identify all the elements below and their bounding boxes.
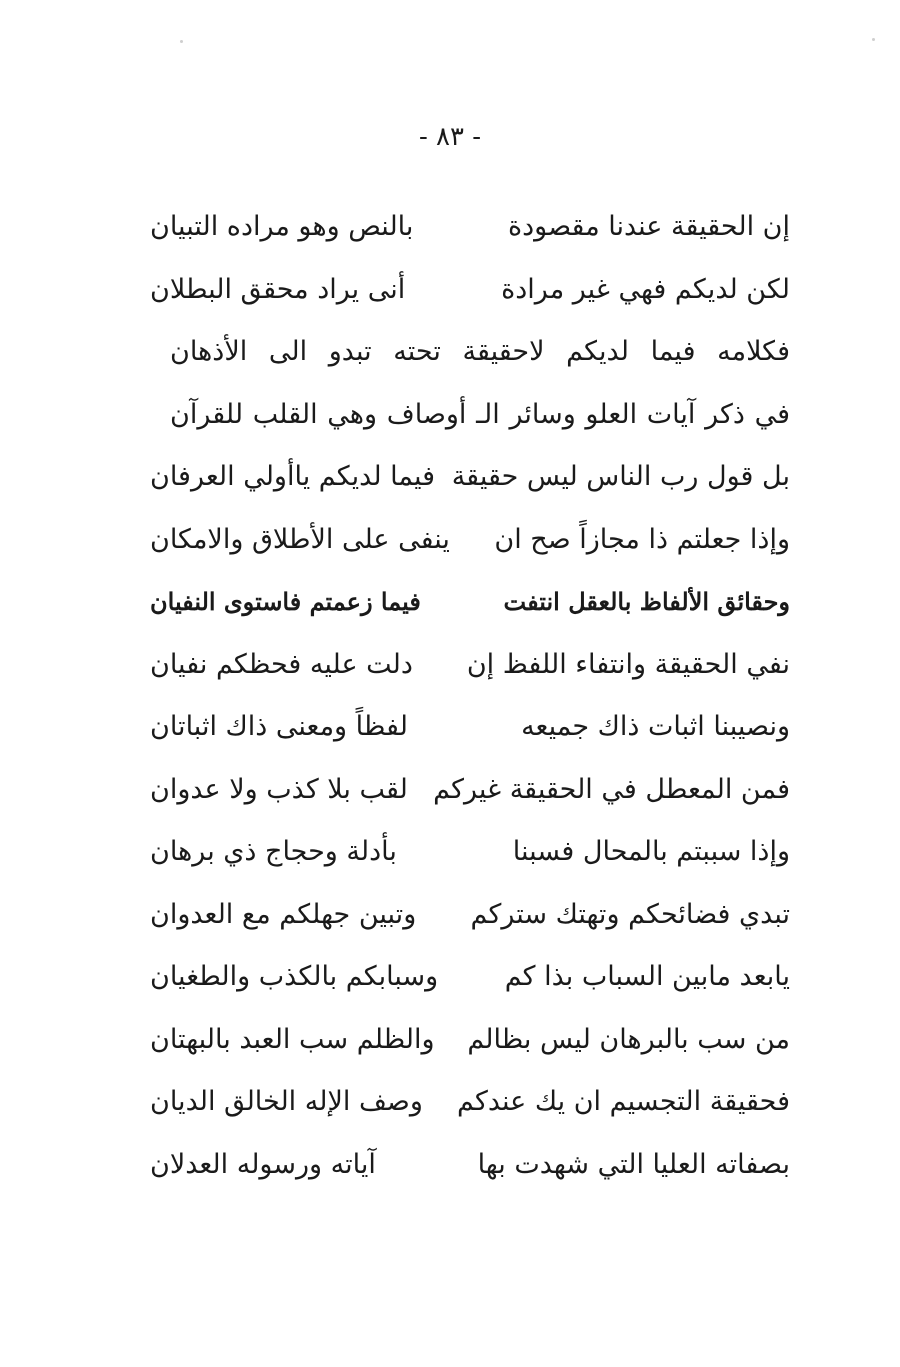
verse-line: [150, 384, 790, 447]
verse-first-hemistich: نفي الحقيقة وانتفاء اللفظ إن: [466, 648, 790, 680]
verse-second-hemistich: بأدلة وحجاج ذي برهان: [150, 836, 397, 868]
verse-first-hemistich: بصفاته العليا التي شهدت بها: [477, 1148, 790, 1180]
verse-first-hemistich: وحقائق الألفاظ بالعقل انتفت: [503, 586, 790, 616]
verse-second-hemistich: ينفى على الأطلاق والامكان: [150, 523, 450, 555]
verse-second-hemistich: فيما زعمتم فاستوى النفيان: [150, 586, 421, 616]
verse-second-hemistich: وصف الإله الخالق الديان: [150, 1086, 423, 1118]
verse-first-hemistich: ونصيبنا اثبات ذاك جميعه: [521, 711, 790, 743]
verse-second-hemistich: آياته ورسوله العدلان: [150, 1148, 376, 1180]
verse-second-hemistich: فيما لديكم ياأولي العرفان: [150, 461, 436, 493]
verse-line: [150, 571, 790, 634]
verse-first-hemistich: من سب بالبرهان ليس بظالم: [467, 1023, 790, 1055]
verse-second-hemistich: وسبابكم بالكذب والطغيان: [150, 961, 439, 993]
verse-line: [150, 1009, 790, 1072]
verse-line: [150, 634, 790, 697]
verse-second-hemistich: بالنص وهو مراده التبيان: [150, 211, 414, 243]
verse-second-hemistich: لقب بلا كذب ولا عدوان: [150, 773, 408, 805]
verse-first-hemistich: وإذا جعلتم ذا مجازاً صح ان: [494, 523, 790, 555]
verse-line: [150, 759, 790, 822]
verse-full-text: فكلامه فيما لديكم لاحقيقة تحته تبدو الى الأذهان: [170, 336, 790, 368]
verse-first-hemistich: فحقيقة التجسيم ان يك عندكم: [457, 1086, 790, 1118]
paper-speck: [872, 38, 875, 41]
verse-line: [150, 259, 790, 322]
verse-second-hemistich: أنى يراد محقق البطلان: [150, 273, 406, 305]
verse-first-hemistich: يابعد مابين السباب بذا كم: [504, 961, 790, 993]
verse-second-hemistich: والظلم سب العبد بالبهتان: [150, 1023, 435, 1055]
verse-second-hemistich: وتبين جهلكم مع العدوان: [150, 898, 417, 930]
page-number: - ٨٣ -: [418, 122, 482, 152]
verse-first-hemistich: فمن المعطل في الحقيقة غيركم: [433, 773, 790, 805]
verse-first-hemistich: تبدي فضائحكم وتهتك ستركم: [470, 898, 790, 930]
verse-line: [150, 446, 790, 509]
verse-line: [150, 1134, 790, 1197]
verse-full-text: في ذكر آيات العلو وسائر الـ أوصاف وهي القلب للقرآن: [170, 398, 790, 430]
verse-first-hemistich: بل قول رب الناس ليس حقيقة: [451, 461, 790, 493]
verse-line: [150, 696, 790, 759]
verse-first-hemistich: إن الحقيقة عندنا مقصودة: [508, 211, 790, 243]
verse-line: [150, 1071, 790, 1134]
verse-line: [150, 946, 790, 1009]
verse-line: [150, 821, 790, 884]
verse-line: [150, 509, 790, 572]
verse-line: [150, 884, 790, 947]
verse-second-hemistich: دلت عليه فحظكم نفيان: [150, 648, 413, 680]
verse-first-hemistich: لكن لديكم فهي غير مرادة: [501, 273, 790, 305]
verse-line: [150, 321, 790, 384]
verse-second-hemistich: لفظاً ومعنى ذاك اثباتان: [150, 711, 408, 743]
poem-verses: [150, 196, 790, 1196]
verse-first-hemistich: وإذا سببتم بالمحال فسبنا: [512, 836, 790, 868]
paper-speck: [180, 40, 183, 43]
verse-line: [150, 196, 790, 259]
